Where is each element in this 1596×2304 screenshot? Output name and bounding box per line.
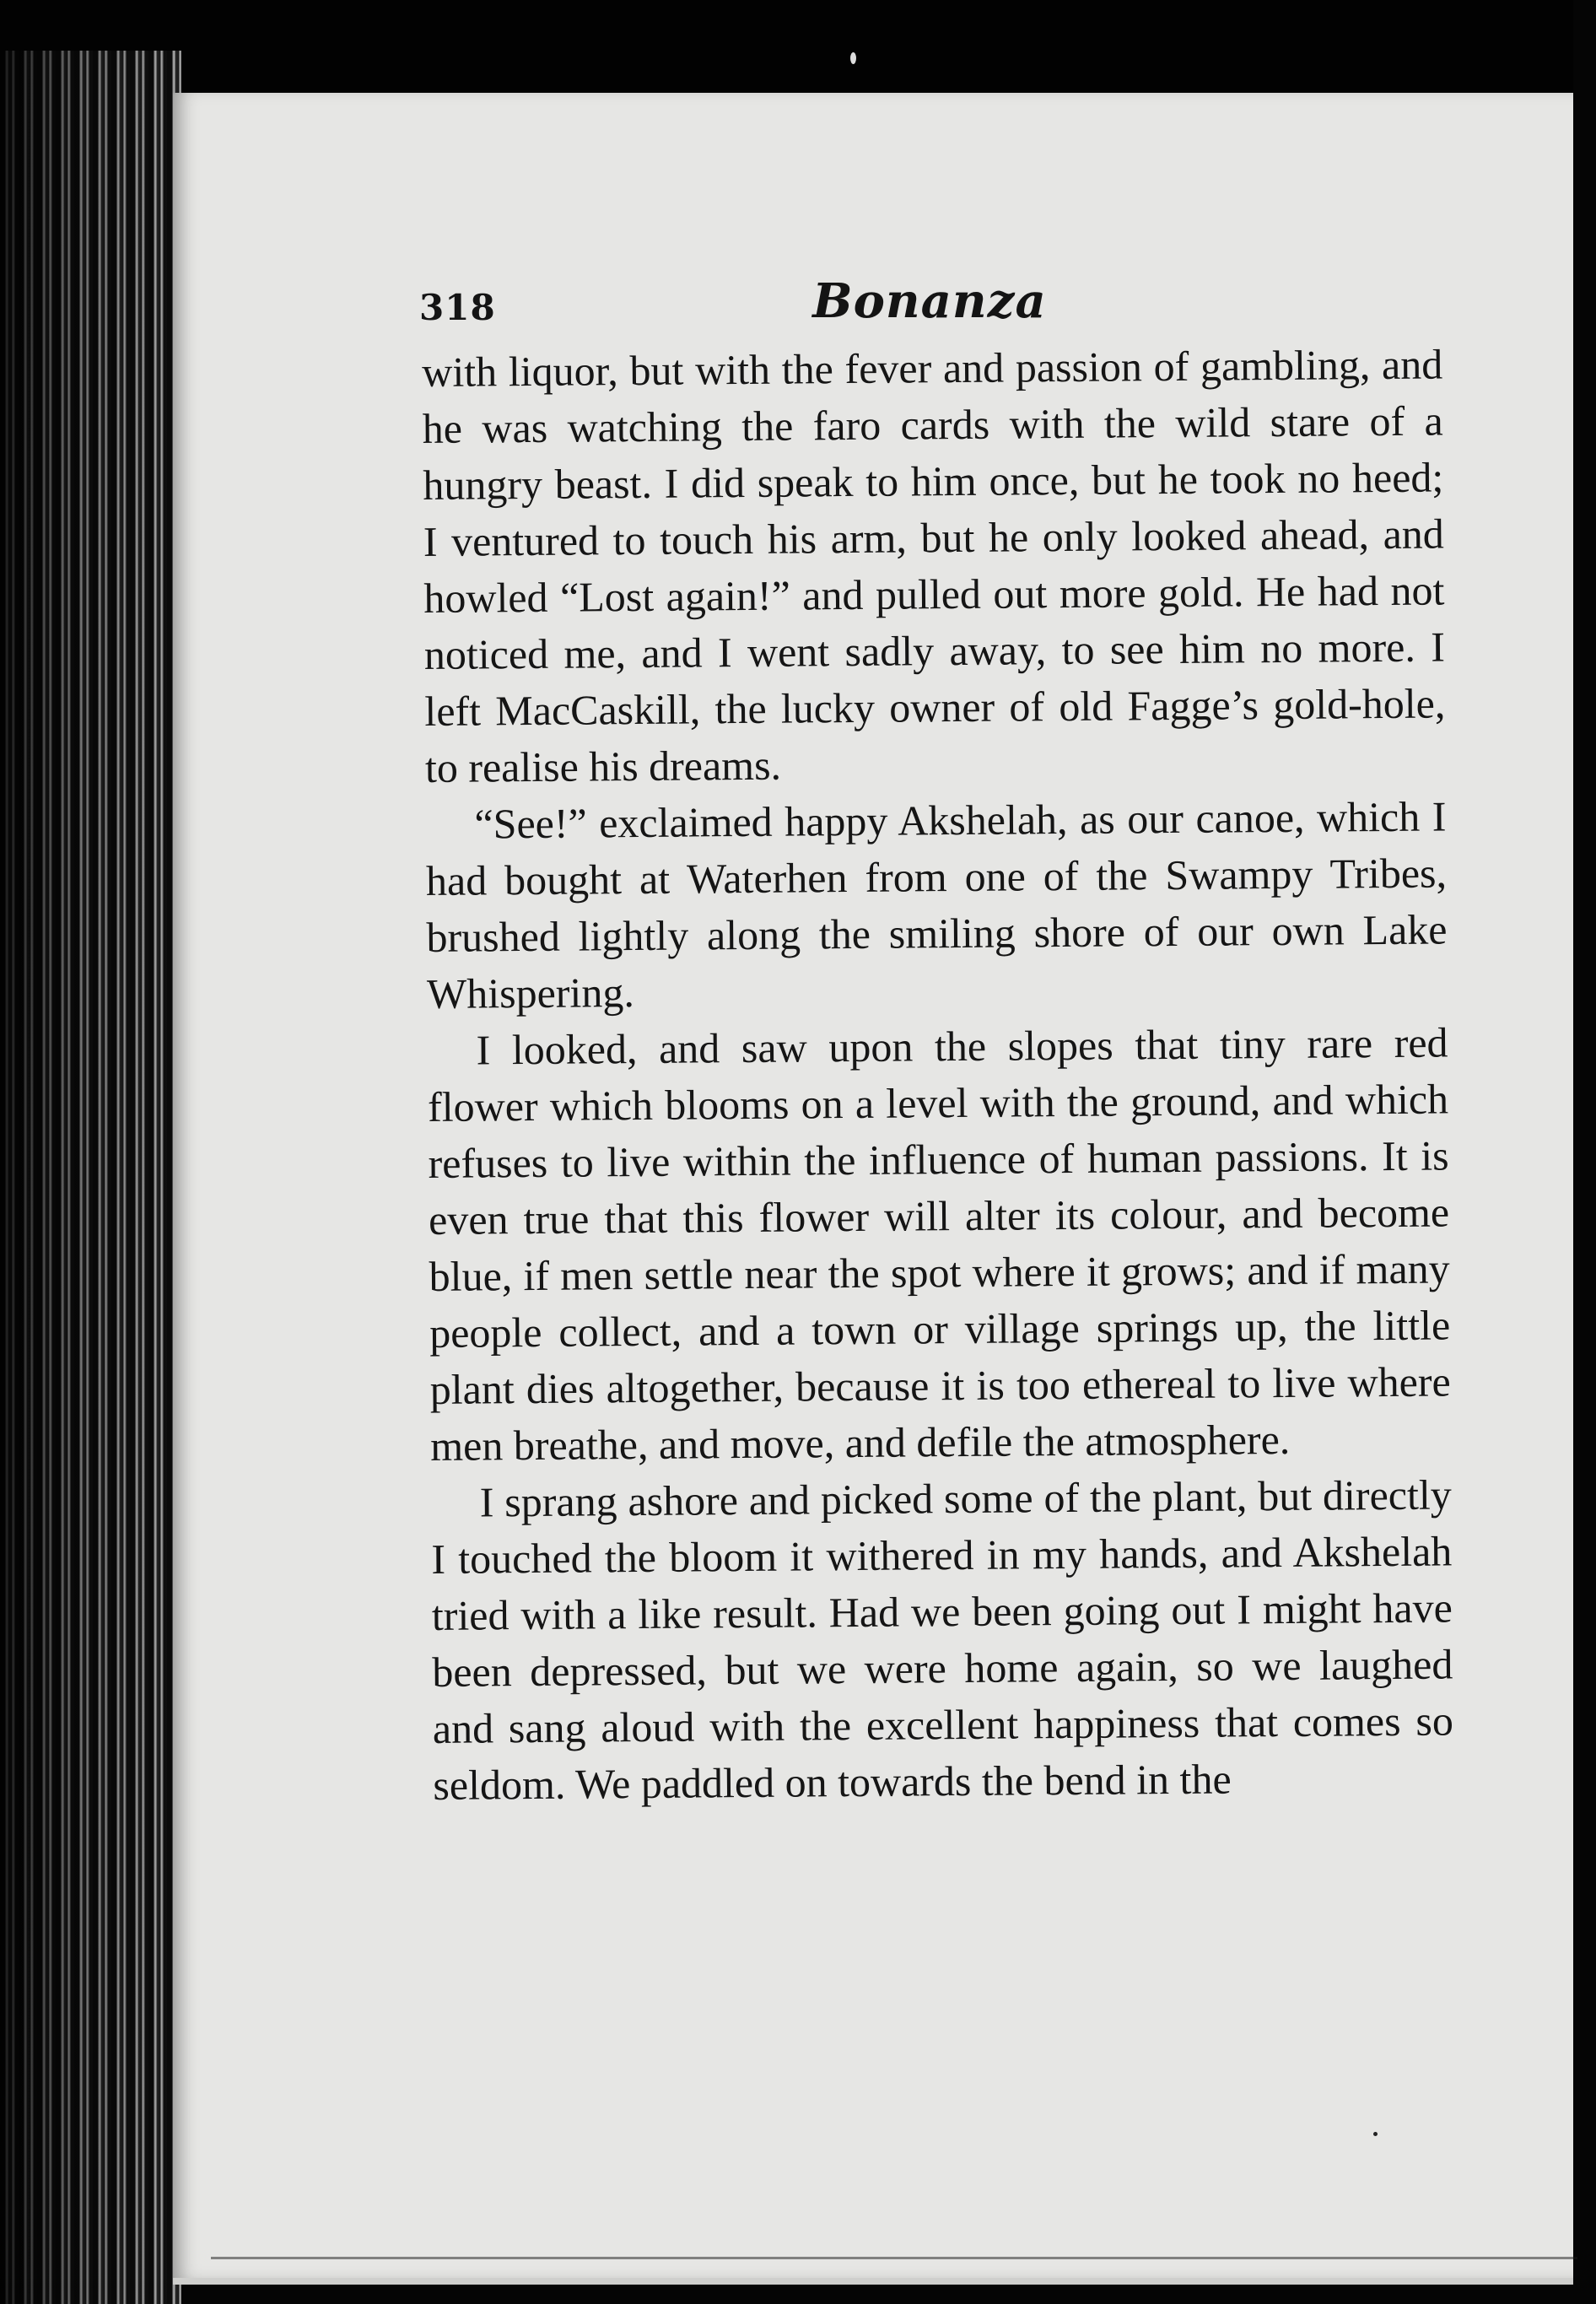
paragraph: with liquor, but with the fever and passion of gambling, and he was watching the faro cards with the wild stare of a hungry beast. I did speak to him once, but he took no heed; I ventured to touch his arm, but he only looked ahead, and howled “Lost again!” and pulled out more gold. He had not noticed me, and I went sadly away, to see him no more. I left MacCaskill, the lucky owner of old Fagge’s gold-hole, to realise his dreams. [422,340,1446,791]
page-header [419,270,1440,337]
paragraph: I looked, and saw upon the slopes that tiny rare red flower which blooms on a level with the ground, and which refuses to live within the influence of human passions. It is even true that this flower will alter its colour, and become blue, if men settle near the spot where it grows; and if many people collect, and a town or village springs up, the little plant dies altogether, because it is too ethereal to live where men breathe, and move, and defile the atmosphere. [427,1018,1451,1470]
scan-right-border [1573,0,1596,2304]
body-text [422,336,1454,1813]
scan-speck [850,52,856,64]
page-number: 318 [419,287,496,328]
paragraph: “See!” exclaimed happy Akshelah, as our canoe, which I had bought at Waterhen from one of the Swampy Tribes, brushed lightly along the smiling shore of our own Lake Whispering. [425,792,1448,1017]
book-edge-shadow [0,51,181,2304]
scan-speck [1373,2132,1378,2136]
paragraph: I sprang ashore and picked some of the plant, but directly I touched the bloom it withered in my hands, and Akshelah tried with a like result. Had we been going out I might have been depressed, but we were home again, so we laughed and sang aloud with the excellent happiness that comes so seldom. We paddled on towards the bend in the [431,1470,1454,1809]
running-title: Bonanza [812,273,1047,329]
scan-top-border [0,0,1596,93]
page-bottom-edge [211,2257,1577,2259]
